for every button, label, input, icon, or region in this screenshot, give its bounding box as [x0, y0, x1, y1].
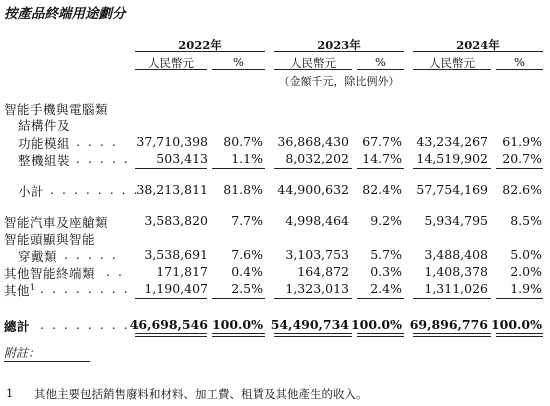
footnote-number: 1: [6, 386, 14, 400]
cell-value: 4,998,464: [285, 213, 349, 228]
cell-value: 82.4%: [362, 182, 402, 197]
cell-value: 171,817: [156, 264, 208, 279]
subtotal-rule: [413, 168, 491, 169]
leader-dots: . . . . .: [76, 151, 130, 166]
row-label: 小計: [18, 184, 45, 199]
total-double-rule: [274, 333, 352, 334]
row-label: 總計: [4, 319, 31, 334]
col-header-pct-2022: %: [233, 55, 244, 69]
total-rule: [135, 298, 207, 299]
total-rule: [357, 298, 404, 299]
cell-value: 503,413: [156, 151, 208, 166]
row-label: 智能汽車及座艙類: [4, 215, 109, 230]
leader-dots: . . . . . . . .: [40, 281, 130, 296]
footnote-text: 其他主要包括銷售廢料和材料、加工費、租賃及其他產生的收入。: [34, 387, 368, 401]
total-double-rule: [413, 336, 491, 337]
total-value: 54,490,734: [270, 317, 349, 332]
total-double-rule: [212, 336, 265, 337]
header-rule: [496, 69, 543, 70]
row-label: 其他智能終端類: [4, 266, 96, 281]
cell-value: 20.7%: [502, 151, 542, 166]
cell-value: 1.1%: [231, 151, 263, 166]
row-label: 功能模組: [18, 136, 71, 151]
cell-value: 1.9%: [510, 281, 542, 296]
leader-dots: . . . .: [76, 134, 118, 149]
row-label: 整機組裝: [18, 153, 71, 168]
row-label: 穿戴類: [18, 249, 58, 264]
cell-value: 3,103,753: [285, 247, 349, 262]
year-rule-2024: [413, 51, 543, 52]
cell-value: 2.4%: [370, 281, 402, 296]
total-rule: [413, 298, 491, 299]
header-rule: [357, 69, 404, 70]
cell-value: 44,900,632: [277, 182, 349, 197]
row-label: 智能頭顯與智能: [4, 232, 96, 247]
cell-value: 3,488,408: [424, 247, 488, 262]
col-header-rmb-2023: 人民幣元: [290, 56, 336, 70]
row-label-text: 其他: [4, 283, 31, 298]
subtotal-rule: [357, 168, 404, 169]
total-double-rule: [413, 333, 491, 334]
total-double-rule: [135, 333, 207, 334]
leader-dots: . . . . . . . .: [50, 182, 140, 197]
cell-value: 3,538,691: [144, 247, 208, 262]
cell-value: 43,234,267: [416, 134, 488, 149]
total-rule: [496, 298, 543, 299]
year-header-2022: 2022年: [178, 38, 222, 52]
cell-value: 5.0%: [510, 247, 542, 262]
cell-value: 1,408,378: [424, 264, 488, 279]
cell-value: 3,583,820: [144, 213, 208, 228]
footnote-title: 附註：: [4, 346, 41, 360]
total-value: 100.0%: [490, 317, 542, 332]
subtotal-rule: [135, 168, 207, 169]
year-rule-2022: [135, 51, 265, 52]
cell-value: 57,754,169: [416, 182, 488, 197]
cell-value: 2.0%: [510, 264, 542, 279]
total-double-rule: [496, 333, 543, 334]
cell-value: 14.7%: [362, 151, 402, 166]
col-header-pct-2023: %: [375, 55, 386, 69]
cell-value: 0.4%: [231, 264, 263, 279]
total-double-rule: [212, 333, 265, 334]
subtotal-rule: [274, 168, 352, 169]
cell-value: 2.5%: [231, 281, 263, 296]
total-double-rule: [274, 336, 352, 337]
row-label: 結構件及: [18, 118, 71, 133]
cell-value: 5,934,795: [424, 213, 488, 228]
cell-value: 7.7%: [231, 213, 263, 228]
year-header-2023: 2023年: [317, 38, 361, 52]
total-value: 46,698,546: [129, 317, 208, 332]
row-label: [4, 281, 36, 299]
cell-value: 164,872: [297, 264, 349, 279]
subtotal-rule: [496, 168, 543, 169]
col-header-rmb-2024: 人民幣元: [429, 56, 475, 70]
total-value: 100.0%: [211, 317, 263, 332]
header-rule: [413, 69, 491, 70]
cell-value: 8.5%: [510, 213, 542, 228]
cell-value: 8,032,202: [285, 151, 349, 166]
header-rule: [274, 69, 352, 70]
cell-value: 14,519,902: [416, 151, 488, 166]
col-header-rmb-2022: 人民幣元: [148, 56, 194, 70]
col-header-pct-2024: %: [514, 55, 525, 69]
year-header-2024: 2024年: [456, 38, 500, 52]
table-title: 按產品終端用途劃分: [4, 6, 126, 22]
total-rule: [274, 298, 352, 299]
cell-value: 38,213,811: [136, 182, 208, 197]
header-rule: [212, 69, 265, 70]
cell-value: 81.8%: [223, 182, 263, 197]
leader-dots: . . . . . . . . .: [40, 317, 142, 332]
cell-value: 37,710,398: [136, 134, 208, 149]
unit-note: （金額千元，除比例外）: [278, 75, 400, 88]
cell-value: 5.7%: [370, 247, 402, 262]
cell-value: 9.2%: [370, 213, 402, 228]
total-double-rule: [135, 336, 207, 337]
header-rule: [135, 69, 207, 70]
total-double-rule: [357, 333, 404, 334]
cell-value: 1,311,026: [424, 281, 488, 296]
cell-value: 1,190,407: [144, 281, 208, 296]
leader-dots: . . . . .: [64, 247, 118, 262]
cell-value: 36,868,430: [277, 134, 349, 149]
cell-value: 1,323,013: [285, 281, 349, 296]
subtotal-rule: [212, 168, 265, 169]
footnote-marker: 1: [30, 282, 36, 292]
total-value: 69,896,776: [409, 317, 488, 332]
row-label: 智能手機與電腦類: [4, 102, 109, 117]
cell-value: 0.3%: [370, 264, 402, 279]
footnote-rule: [4, 361, 90, 362]
cell-value: 67.7%: [362, 134, 402, 149]
cell-value: 7.6%: [231, 247, 263, 262]
leader-dots: . .: [106, 264, 124, 279]
cell-value: 80.7%: [223, 134, 263, 149]
total-double-rule: [357, 336, 404, 337]
year-rule-2023: [274, 51, 404, 52]
total-rule: [212, 298, 265, 299]
cell-value: 82.6%: [502, 182, 542, 197]
cell-value: 61.9%: [502, 134, 542, 149]
total-double-rule: [496, 336, 543, 337]
total-value: 100.0%: [350, 317, 402, 332]
